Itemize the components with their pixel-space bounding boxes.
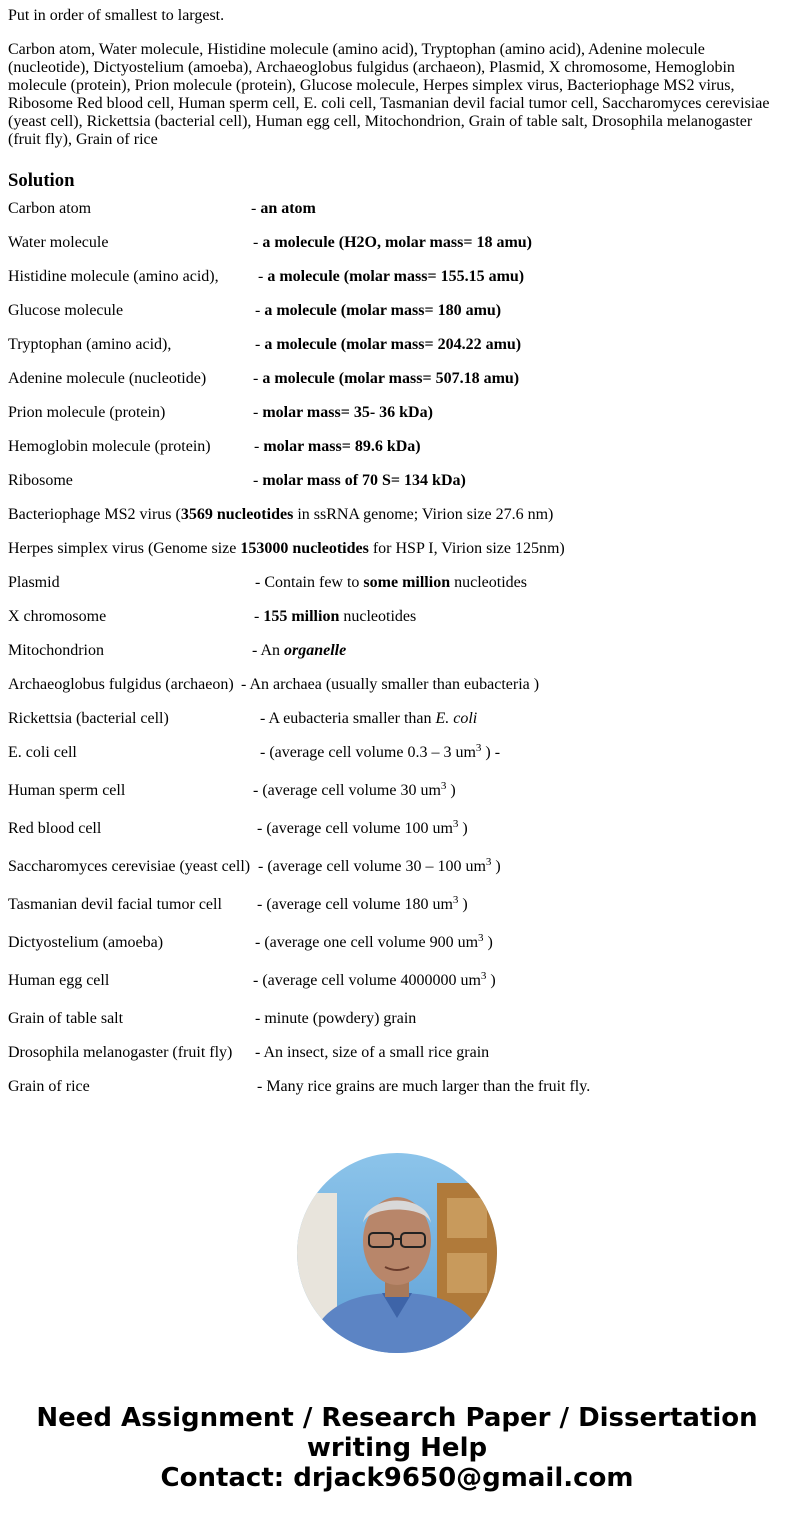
row-description-text: - (average cell volume 30 um <box>253 782 441 799</box>
row-description <box>255 302 501 320</box>
row-superscript: 3 <box>485 856 492 868</box>
row-item-name: Plasmid <box>8 574 60 591</box>
row-item-name: Histidine molecule (amino acid), <box>8 268 219 285</box>
solution-list <box>8 200 786 1096</box>
solution-row <box>8 972 786 994</box>
row-description-end: ) <box>458 820 468 837</box>
row-description-text: - <box>251 200 261 217</box>
row-text <box>8 540 565 558</box>
row-description <box>241 676 539 694</box>
solution-row <box>8 540 786 558</box>
solution-row <box>8 1044 786 1062</box>
row-text-start: Bacteriophage MS2 virus ( <box>8 506 181 523</box>
row-item-name: Tasmanian devil facial tumor cell <box>8 896 222 913</box>
row-description-text: - An archaea (usually smaller than eubacteria ) <box>241 676 540 693</box>
solution-row <box>8 302 786 320</box>
row-item-name: Saccharomyces cerevisiae (yeast cell) <box>8 858 251 875</box>
author-avatar <box>297 1153 497 1353</box>
row-superscript: 3 <box>440 780 447 792</box>
row-highlight: some million <box>363 574 451 591</box>
row-description <box>255 934 493 952</box>
row-superscript: 3 <box>452 894 459 906</box>
row-description-text: - <box>253 234 263 251</box>
row-description <box>253 472 466 490</box>
row-description-end: ) - <box>481 744 501 761</box>
row-description-text: - <box>253 370 263 387</box>
row-description <box>258 858 501 876</box>
row-description-text: - (average cell volume 100 um <box>257 820 453 837</box>
solution-row <box>8 744 786 766</box>
row-description-text: - <box>254 438 264 455</box>
solution-row <box>8 820 786 842</box>
row-description-end: nucleotides <box>450 574 527 591</box>
row-description <box>255 1044 489 1062</box>
solution-row <box>8 1010 786 1028</box>
footer-line-2: writing Help <box>306 1433 488 1463</box>
row-description <box>257 820 468 838</box>
row-item-name: Human sperm cell <box>8 782 126 799</box>
row-superscript: 3 <box>478 932 484 944</box>
row-description <box>253 782 456 800</box>
solution-row <box>8 200 786 218</box>
row-description-text: - <box>258 268 268 285</box>
question-items: Carbon atom, Water molecule, Histidine molecule (amino acid), Tryptophan (amino acid), Adenine molecule (nucleotide), Dictyostelium (amoeba), Archaeoglobus fulgidus (archaeon), Plasmid, X chromosome, Hemoglobin molecule (protein), Prion molecule (protein), Glucose molecule, Herpes simplex virus, Bacteriophage MS2 virus, Ribosome Red blood cell, Human sperm cell, E. coli cell, Tasmanian devil facial tumor cell, Saccharomyces cerevisiae (yeast cell), Rickettsia (bacterial cell), Human egg cell, Mitochondrion, Grain of table salt, Drosophila melanogaster (fruit fly), Grain of rice <box>8 41 770 148</box>
solution-row <box>8 1078 786 1096</box>
row-item-name: Tryptophan (amino acid), <box>8 336 172 353</box>
row-item-name: Prion molecule (protein) <box>8 404 166 421</box>
solution-heading: Solution <box>8 170 75 191</box>
row-item-name: E. coli cell <box>8 744 77 761</box>
row-description <box>253 370 519 388</box>
row-highlight: molar mass of 70 S= 134 kDa) <box>262 472 466 489</box>
row-highlight: organelle <box>284 642 347 659</box>
row-highlight: a molecule (molar mass= 180 amu) <box>264 302 502 319</box>
row-superscript: 3 <box>475 742 482 754</box>
row-item-name: Glucose molecule <box>8 302 124 319</box>
row-superscript: 3 <box>452 818 459 830</box>
row-description-text: - An <box>252 642 284 659</box>
footer-line-1: Need Assignment / Research Paper / Dissertation <box>36 1403 758 1433</box>
solution-row <box>8 934 786 956</box>
row-highlight: a molecule (molar mass= 204.22 amu) <box>264 336 522 353</box>
row-highlight: a molecule (molar mass= 155.15 amu) <box>267 268 525 285</box>
solution-row <box>8 234 786 252</box>
footer-contact <box>0 1403 794 1493</box>
row-description-text: - An insect, size of a small rice grain <box>255 1044 490 1061</box>
row-highlight: a molecule (H2O, molar mass= 18 amu) <box>262 234 533 251</box>
row-description-end: ) <box>458 896 468 913</box>
row-highlight: a molecule (molar mass= 507.18 amu) <box>262 370 520 387</box>
row-item-name: X chromosome <box>8 608 107 625</box>
row-description <box>251 200 316 218</box>
row-description-text: - minute (powdery) grain <box>255 1010 417 1027</box>
row-item-name: Mitochondrion <box>8 642 104 659</box>
solution-row <box>8 710 786 728</box>
row-description <box>257 896 468 914</box>
row-description-text: - (average cell volume 4000000 um <box>253 972 481 989</box>
solution-row <box>8 608 786 626</box>
row-item-name: Water molecule <box>8 234 109 251</box>
row-highlight: molar mass= 35- 36 kDa) <box>262 404 433 421</box>
row-description-end: ) <box>486 972 496 989</box>
solution-row <box>8 858 786 880</box>
solution-row <box>8 506 786 524</box>
row-description-text: - <box>255 302 265 319</box>
row-text-start: Herpes simplex virus (Genome size <box>8 540 241 557</box>
row-item-name: Red blood cell <box>8 820 102 837</box>
row-highlight: 3569 nucleotides <box>180 506 294 523</box>
row-item-name: Ribosome <box>8 472 73 489</box>
row-description-text: - <box>255 336 265 353</box>
row-description-text: - (average one cell volume 900 um <box>255 934 479 951</box>
row-description-text: - Many rice grains are much larger than the fruit fly. <box>257 1078 591 1095</box>
solution-row <box>8 438 786 456</box>
row-description <box>255 336 521 354</box>
row-description-text: - <box>253 472 263 489</box>
row-text-end: for HSP I, Virion size 125nm) <box>368 540 565 557</box>
row-description-text: - <box>253 404 263 421</box>
footer-line-3: Contact: drjack9650@gmail.com <box>160 1463 634 1493</box>
row-description <box>253 234 532 252</box>
row-superscript: 3 <box>480 970 487 982</box>
row-description-text: - (average cell volume 30 – 100 um <box>258 858 486 875</box>
author-photo-icon <box>297 1153 497 1353</box>
solution-row <box>8 782 786 804</box>
solution-row <box>8 472 786 490</box>
solution-row <box>8 370 786 388</box>
row-highlight: 153000 nucleotides <box>240 540 369 557</box>
row-item-name: Grain of rice <box>8 1078 90 1095</box>
row-description <box>260 744 500 762</box>
row-highlight: an atom <box>260 200 316 217</box>
solution-row <box>8 404 786 422</box>
row-description-text: - (average cell volume 180 um <box>257 896 453 913</box>
row-item-name: Rickettsia (bacterial cell) <box>8 710 169 727</box>
row-item-name: Drosophila melanogaster (fruit fly) <box>8 1044 233 1061</box>
solution-row <box>8 642 786 660</box>
row-description <box>255 1010 416 1028</box>
document-content <box>8 0 786 1112</box>
solution-row <box>8 896 786 918</box>
row-description <box>254 438 421 456</box>
row-description <box>260 710 477 728</box>
row-description-text: - Contain few to <box>255 574 364 591</box>
row-description <box>253 972 496 990</box>
solution-row <box>8 574 786 592</box>
solution-row <box>8 268 786 286</box>
row-description-text: - (average cell volume 0.3 – 3 um <box>260 744 476 761</box>
solution-row <box>8 336 786 354</box>
row-description <box>254 608 416 626</box>
row-highlight: molar mass= 89.6 kDa) <box>263 438 421 455</box>
row-emphasis: E. coli <box>435 710 478 727</box>
row-description-end: ) <box>491 858 501 875</box>
row-description <box>253 404 433 422</box>
question-prompt: Put in order of smallest to largest. <box>8 7 225 24</box>
row-text-end: in ssRNA genome; Virion size 27.6 nm) <box>293 506 554 523</box>
row-item-name: Archaeoglobus fulgidus (archaeon) <box>8 676 234 693</box>
row-description <box>252 642 346 660</box>
row-description-text: - A eubacteria smaller than <box>260 710 436 727</box>
row-description <box>255 574 527 592</box>
row-description-end: ) <box>446 782 456 799</box>
row-item-name: Hemoglobin molecule (protein) <box>8 438 211 455</box>
row-item-name: Dictyostelium (amoeba) <box>8 934 164 951</box>
row-item-name: Grain of table salt <box>8 1010 124 1027</box>
row-item-name: Carbon atom <box>8 200 92 217</box>
row-text <box>8 506 553 524</box>
row-highlight: 155 million <box>263 608 340 625</box>
row-description <box>258 268 524 286</box>
row-description-text: - <box>254 608 264 625</box>
solution-row <box>8 676 786 694</box>
row-item-name: Adenine molecule (nucleotide) <box>8 370 207 387</box>
row-description <box>257 1078 590 1096</box>
row-description-end: nucleotides <box>339 608 417 625</box>
row-description-end: ) <box>483 934 493 951</box>
row-item-name: Human egg cell <box>8 972 110 989</box>
